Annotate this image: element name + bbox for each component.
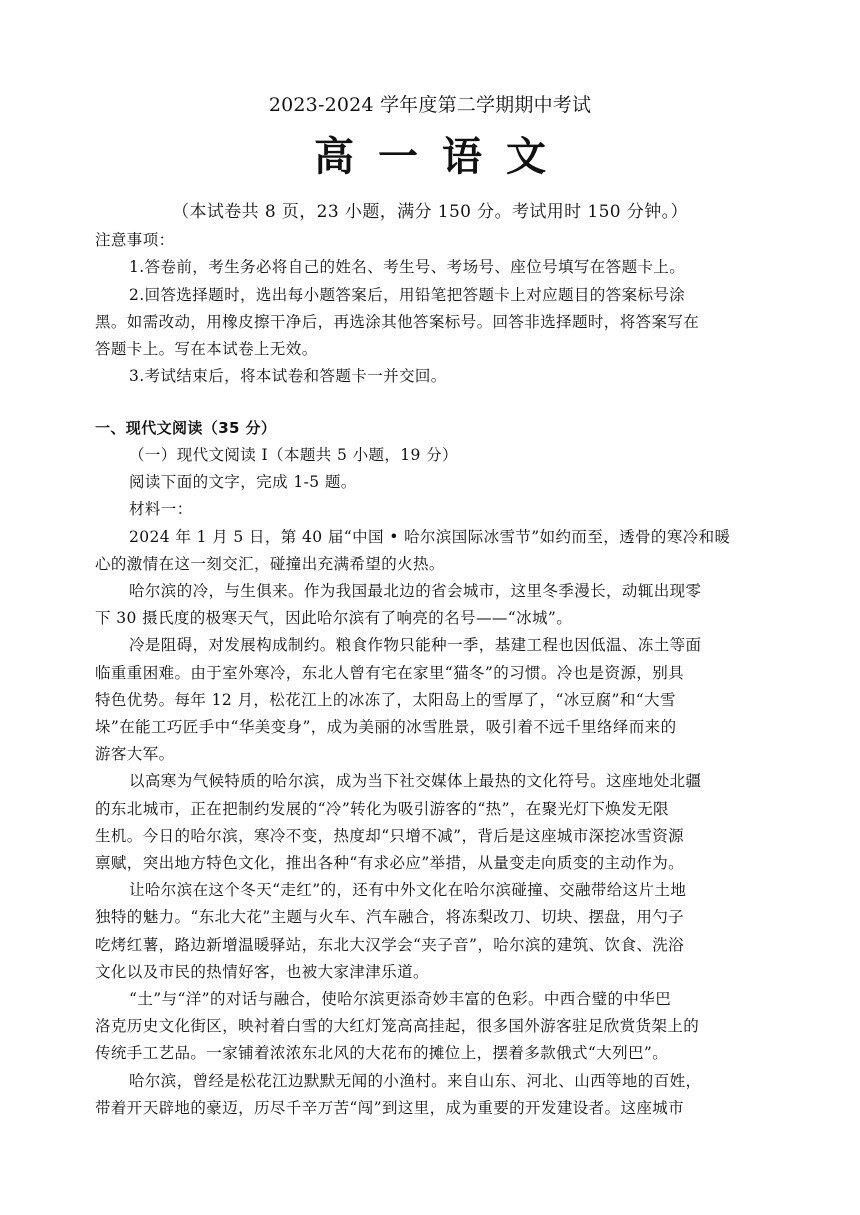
passage-line: 文化以及市民的热情好客，也被大家津津乐道。: [95, 963, 429, 981]
subject-char: 语: [442, 133, 482, 180]
note-line: 答题卡上。写在本试卷上无效。: [95, 340, 318, 358]
passage-line: 的东北城市，正在把制约发展的“冷”转化为吸引游客的“热”，在聚光灯下焕发无限: [95, 800, 669, 818]
passage-line: 让哈尔滨在这个冬天“走红”的，还有中外文化在哈尔滨碰撞、交融带给这片土地: [129, 881, 687, 899]
note-line: 黑。如需改动，用橡皮擦干净后，再选涂其他答案标号。回答非选择题时，将答案写在: [95, 313, 700, 331]
passage-line: 吃烤红薯，路边新增温暖驿站，东北大汉学会“夹子音”，哈尔滨的建筑、饮食、洗浴: [95, 936, 685, 954]
exam-info: （本试卷共 8 页，23 小题，满分 150 分。考试用时 150 分钟。）: [172, 202, 688, 222]
subsection-title: （一）现代文阅读 I（本题共 5 小题，19 分）: [129, 446, 458, 464]
passage-line: 临重重困难。由于室外寒冷，东北人曾有宅在家里“猫冬”的习惯。冷也是资源，别具: [95, 664, 685, 682]
subject-char: 文: [506, 133, 546, 180]
passage-line: 传统手工艺品。一家铺着浓浓东北风的大花布的摊位上，摆着多款俄式“大列巴”。: [95, 1044, 669, 1062]
passage-line: 洛克历史文化街区，映衬着白雪的大红灯笼高高挂起，很多国外游客驻足欣赏货架上的: [95, 1017, 700, 1035]
passage-line: 独特的魅力。“东北大花”主题与火车、汽车融合，将冻梨改刀、切块、摆盘，用勺子: [95, 908, 685, 926]
note-line: 3.考试结束后，将本试卷和答题卡一并交回。: [129, 367, 447, 385]
passage-line: 以高寒为气候特质的哈尔滨，成为当下社交媒体上最热的文化符号。这座地处北疆: [129, 772, 702, 790]
passage-line: 游客大军。: [95, 745, 175, 763]
subject-char: 一: [378, 133, 418, 180]
passage-line: 冷是阻碍，对发展构成制约。粮食作物只能种一季，基建工程也因低温、冻土等面: [129, 636, 702, 654]
passage-line: 下 30 摄氏度的极寒天气，因此哈尔滨有了响亮的名号——“冰城”。: [95, 609, 573, 627]
passage-line: “土”与“洋”的对话与融合，使哈尔滨更添奇妙丰富的色彩。中西合璧的中华巴: [129, 990, 672, 1008]
subject-title: [0, 132, 860, 182]
subject-char: 高: [314, 133, 354, 180]
passage-line: 垛”在能工巧匠手中“华美变身”，成为美丽的冰雪胜景，吸引着不远千里络绎而来的: [95, 718, 677, 736]
section-title: 一、现代文阅读（35 分）: [95, 419, 277, 437]
passage-line: 哈尔滨，曾经是松花江边默默无闻的小渔村。来自山东、河北、山西等地的百姓，: [129, 1072, 702, 1090]
material-label: 材料一：: [129, 500, 193, 518]
passage-line: 心的激情在这一刻交汇，碰撞出充满希望的火热。: [95, 555, 445, 573]
passage-line: 带着开天辟地的豪迈，历尽千辛万苦“闯”到这里，成为重要的开发建设者。这座城市: [95, 1099, 685, 1117]
passage-line: 生机。今日的哈尔滨，寒冷不变，热度却“只增不减”，背后是这座城市深挖冰雪资源: [95, 827, 685, 845]
notes-heading: 注意事项：: [95, 231, 175, 249]
reading-instruction: 阅读下面的文字，完成 1-5 题。: [129, 473, 357, 491]
exam-title: 2023-2024 学年度第二学期期中考试: [268, 94, 592, 116]
note-line: 1.答卷前，考生务必将自己的姓名、考生号、考场号、座位号填写在答题卡上。: [129, 258, 686, 276]
passage-line: 2024 年 1 月 5 日，第 40 届“中国 • 哈尔滨国际冰雪节”如约而至，透骨的寒冷和暖: [129, 528, 731, 546]
passage-line: 禀赋，突出地方特色文化，推出各种“有求必应”举措，从量变走向质变的主动作为。: [95, 854, 685, 872]
note-line: 2.回答选择题时，选出每小题答案后，用铅笔把答题卡上对应题目的答案标号涂: [129, 286, 686, 304]
passage-line: 特色优势。每年 12 月，松花江上的冰冻了，太阳岛上的雪厚了，“冰豆腐”和“大雪: [95, 691, 676, 709]
passage-line: 哈尔滨的冷，与生俱来。作为我国最北边的省会城市，这里冬季漫长，动辄出现零: [129, 582, 702, 600]
